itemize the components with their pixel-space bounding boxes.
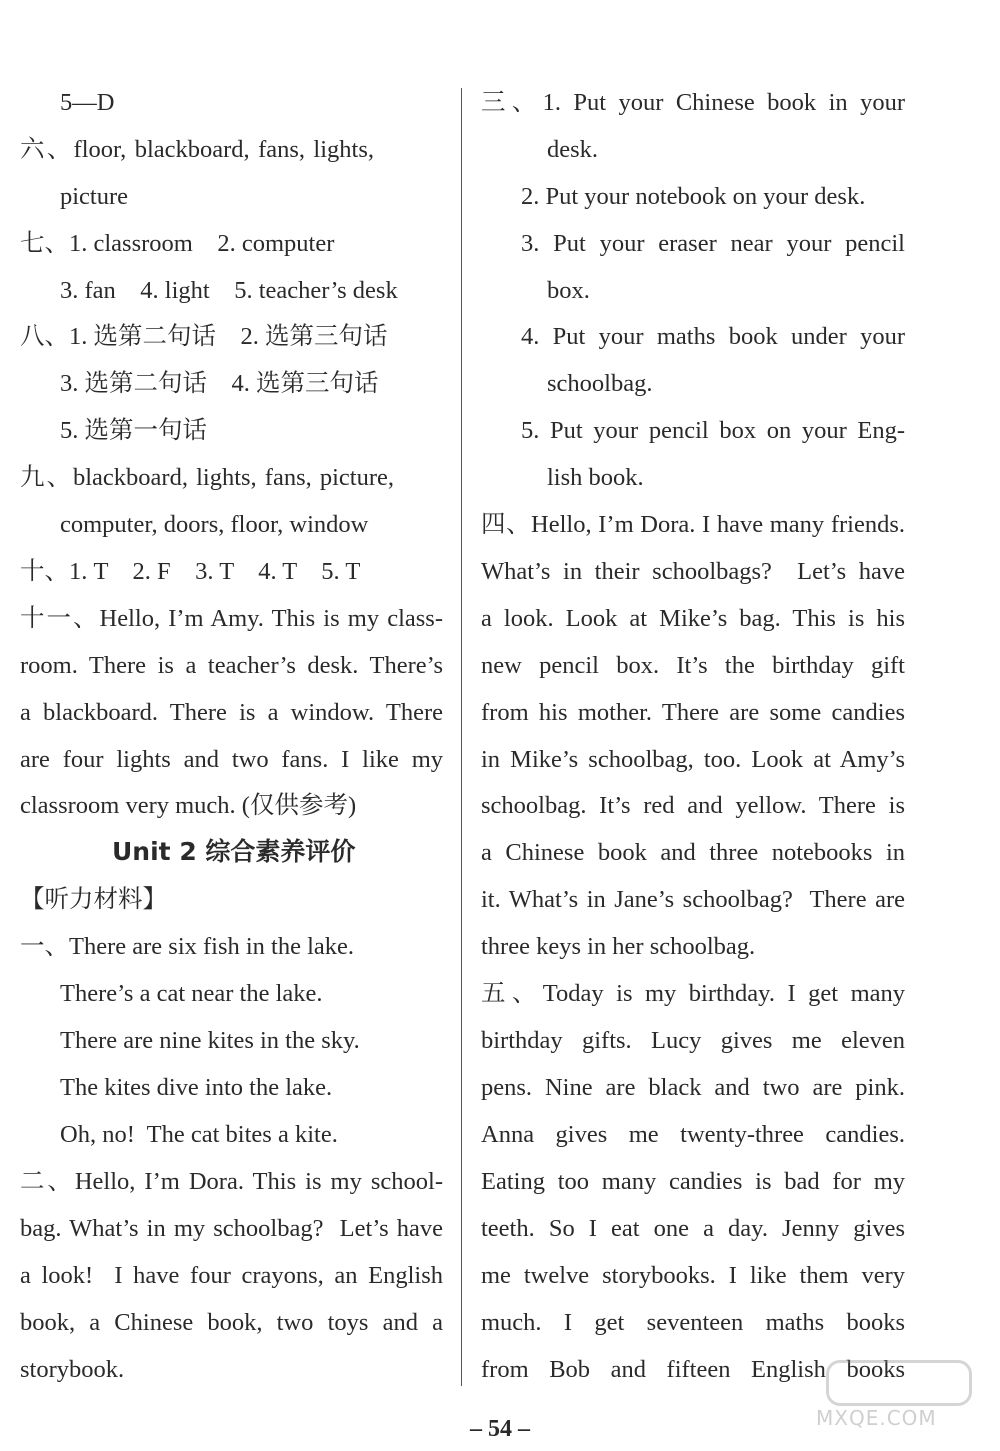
text-line: from Bob and fifteen English books <box>481 1356 905 1383</box>
text-line: 八、1. 选第二句话 2. 选第三句话 <box>20 323 388 350</box>
text-line: desk. <box>547 136 599 163</box>
text-line: lish book. <box>547 464 644 491</box>
text-line: teeth. So I eat one a day. Jenny gives <box>481 1215 905 1242</box>
text-line: a blackboard. There is a window. There <box>20 699 443 726</box>
text-line: a look! I have four crayons, an English <box>20 1262 443 1289</box>
text-line: new pencil box. It’s the birthday gift <box>481 652 905 679</box>
text-line: 十一、Hello, I’m Amy. This is my class- <box>20 605 443 632</box>
text-line: 3. Put your eraser near your pencil <box>521 230 905 257</box>
text-line: Eating too many candies is bad for my <box>481 1168 905 1195</box>
text-line: 5. 选第一句话 <box>60 417 207 444</box>
text-line: birthday gifts. Lucy gives me eleven <box>481 1027 905 1054</box>
text-line: picture <box>60 183 129 210</box>
text-line: much. I get seventeen maths books <box>481 1309 905 1336</box>
section-heading: Unit 2 综合素养评价 <box>112 837 356 866</box>
text-line: There’s a cat near the lake. <box>60 980 323 1007</box>
text-line: 4. Put your maths book under your <box>521 323 905 350</box>
text-line: in Mike’s schoolbag, too. Look at Amy’s <box>481 746 905 773</box>
text-line: 3. 选第二句话 4. 选第三句话 <box>60 370 379 397</box>
text-line: 三、1. Put your Chinese book in your <box>481 89 905 116</box>
text-line: 六、floor, blackboard, fans, lights, <box>20 136 374 163</box>
column-divider <box>461 88 462 1386</box>
text-line: 5. Put your pencil box on your Eng- <box>521 417 905 444</box>
watermark-text: MXQE.COM <box>816 1406 937 1430</box>
text-line: classroom very much. (仅供参考) <box>20 792 357 819</box>
text-line: are four lights and two fans. I like my <box>20 746 443 773</box>
text-line: bag. What’s in my schoolbag? Let’s have <box>20 1215 443 1242</box>
text-line: 五、Today is my birthday. I get many <box>481 980 905 1007</box>
text-line: a Chinese book and three notebooks in <box>481 839 905 866</box>
text-line: a look. Look at Mike’s bag. This is his <box>481 605 905 632</box>
text-line: The kites dive into the lake. <box>60 1074 333 1101</box>
text-line: three keys in her schoolbag. <box>481 933 756 960</box>
text-line: What’s in their schoolbags? Let’s have <box>481 558 905 585</box>
text-line: storybook. <box>20 1356 125 1383</box>
text-line: 四、Hello, I’m Dora. I have many friends. <box>481 511 905 538</box>
text-line: 二、Hello, I’m Dora. This is my school- <box>20 1168 443 1195</box>
text-line: from his mother. There are some candies <box>481 699 905 726</box>
text-line: 十、1. T 2. F 3. T 4. T 5. T <box>20 558 361 585</box>
text-line: schoolbag. <box>547 370 653 397</box>
text-line: 3. fan 4. light 5. teacher’s desk <box>60 277 398 304</box>
text-line: 一、There are six fish in the lake. <box>20 933 355 960</box>
text-line: it. What’s in Jane’s schoolbag? There are <box>481 886 905 913</box>
watermark-logo-icon <box>826 1360 972 1406</box>
text-line: 5—D <box>60 89 115 116</box>
text-line: me twelve storybooks. I like them very <box>481 1262 905 1289</box>
text-line: computer, doors, floor, window <box>60 511 369 538</box>
text-line: book, a Chinese book, two toys and a <box>20 1309 443 1336</box>
text-line: room. There is a teacher’s desk. There’s <box>20 652 443 679</box>
text-line: 七、1. classroom 2. computer <box>20 230 335 257</box>
text-line: Oh, no! The cat bites a kite. <box>60 1121 338 1148</box>
section-label: 【听力材料】 <box>20 886 167 913</box>
text-line: 九、blackboard, lights, fans, picture, <box>20 464 394 491</box>
text-line: pens. Nine are black and two are pink. <box>481 1074 905 1101</box>
text-line: box. <box>547 277 590 304</box>
page-number: – 54 – <box>470 1416 530 1442</box>
text-line: Anna gives me twenty-three candies. <box>481 1121 905 1148</box>
text-line: schoolbag. It’s red and yellow. There is <box>481 792 905 819</box>
text-line: 2. Put your notebook on your desk. <box>521 183 866 210</box>
watermark <box>800 1358 990 1440</box>
text-line: There are nine kites in the sky. <box>60 1027 360 1054</box>
